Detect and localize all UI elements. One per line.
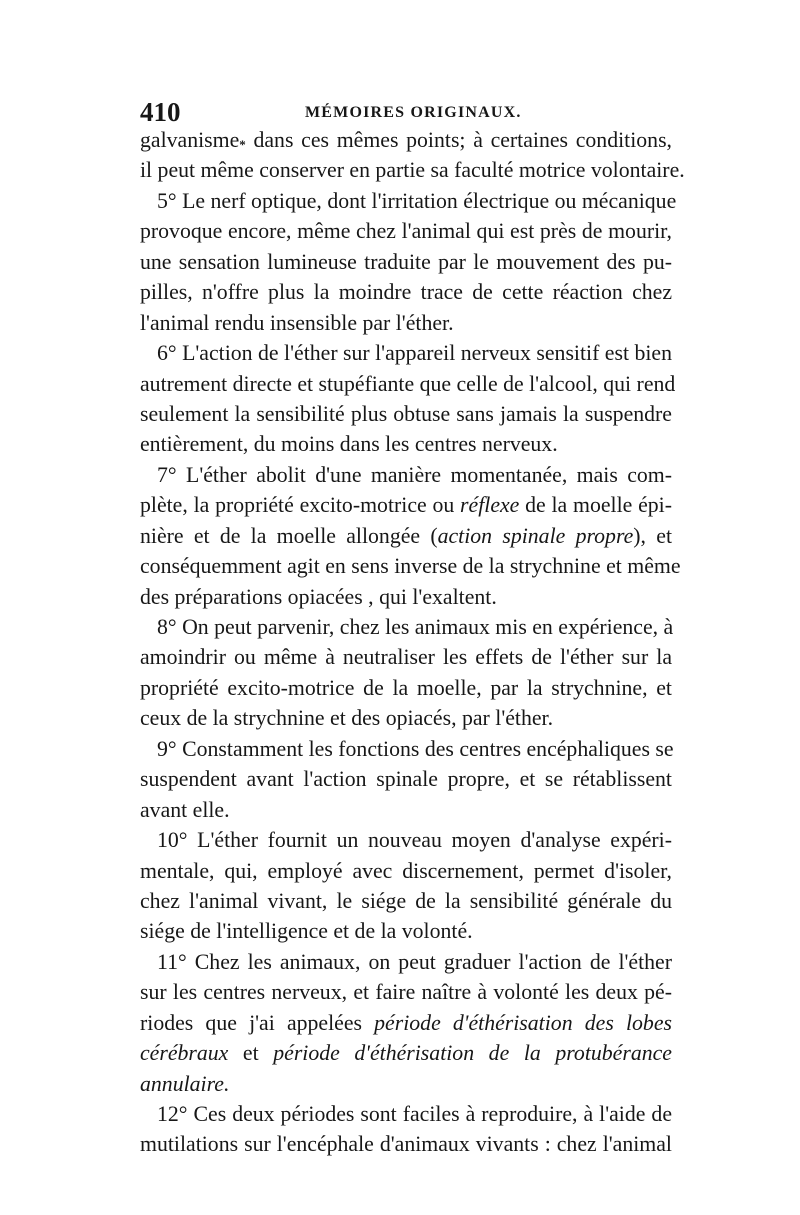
text-line: cérébraux et période d'éthérisation de la protubérance (140, 1041, 672, 1066)
paragraph-12-start: 12° Ces deux périodes sont faciles à reproduire, à l'aide de (157, 1102, 672, 1126)
text-line: siége de l'intelligence et de la volonté. (140, 919, 473, 944)
text-line: nière et de la moelle allongée (action spinale propre), et (140, 523, 673, 548)
text-line: autrement directe et stupéfiante que celle de l'alcool, qui rend (140, 371, 676, 396)
text-line: avant elle. (140, 797, 230, 822)
paragraph-8-start: 8° On peut parvenir, chez les animaux mis en expérience, à (157, 615, 674, 639)
text-line: seulement la sensibilité plus obtuse sans jamais la suspendre (140, 401, 672, 426)
italic-term: annulaire. (140, 1071, 230, 1096)
text-line: des préparations opiacées , qui l'exaltent. (140, 584, 497, 609)
text-line: propriété excito-motrice de la moelle, par la strychnine, et (140, 675, 672, 700)
text-line: provoque encore, même chez l'animal qui est près de mourir, (140, 219, 672, 244)
paragraph-6-start: 6° L'action de l'éther sur l'appareil nerveux sensitif est bien (157, 341, 672, 366)
text-line (140, 1069, 672, 1099)
text-line: une sensation lumineuse traduite par le mouvement des pu- (140, 249, 672, 274)
body-text (140, 125, 685, 1160)
text-line: entièrement, du moins dans les centres nerveux. (140, 432, 558, 457)
text-line: l'animal rendu insensible par l'éther. (140, 310, 454, 335)
paragraph-10-start: 10° L'éther fournit un nouveau moyen d'analyse expéri- (157, 828, 672, 853)
text-line: conséquemment agit en sens inverse de la strychnine et même (140, 554, 681, 579)
running-title: MÉMOIRES ORIGINAUX. (305, 104, 522, 121)
italic-term: cérébraux (140, 1041, 229, 1066)
text-line: pilles, n'offre plus la moindre trace de cette réaction chez (140, 280, 672, 305)
text-line: mentale, qui, employé avec discernement, permet d'isoler, (140, 858, 672, 883)
text-line: galvanisme* dans ces mêmes points; à certaines conditions, (140, 128, 672, 152)
paragraph-7-start: 7° L'éther abolit d'une manière momentanée, mais com- (157, 462, 672, 487)
text-line: mutilations sur l'encéphale d'animaux vivants : chez l'animal (140, 1132, 672, 1157)
text-line: sur les centres nerveux, et faire naître à volonté les deux pé- (140, 980, 672, 1005)
text-line: chez l'animal vivant, le siége de la sensibilité générale du (140, 888, 672, 913)
text-line: amoindrir ou même à neutraliser les effets de l'éther sur la (140, 645, 672, 670)
italic-term: période d'éthérisation des lobes (374, 1010, 672, 1035)
text-line: ceux de la strychnine et des opiacés, par l'éther. (140, 706, 554, 731)
italic-term: réflexe (460, 493, 520, 518)
text-line: riodes que j'ai appelées période d'éthérisation des lobes (140, 1010, 672, 1035)
paragraph-11-start: 11° Chez les animaux, on peut graduer l'action de l'éther (157, 949, 672, 974)
page-header (140, 96, 670, 128)
text-line: suspendent avant l'action spinale propre, et se rétablissent (140, 767, 672, 792)
paragraph-9-start: 9° Constamment les fonctions des centres encéphaliques se (157, 736, 674, 761)
italic-term: action spinale propre (437, 523, 634, 548)
text-line: plète, la propriété excito-motrice ou réflexe de la moelle épi- (140, 493, 672, 518)
text-line: il peut même conserver en partie sa faculté motrice volontaire. (140, 158, 685, 183)
page-number: 410 (140, 97, 181, 127)
paragraph-5-start: 5° Le nerf optique, dont l'irritation électrique ou mécanique (157, 188, 677, 213)
italic-term: période d'éthérisation de la protubérance (273, 1041, 672, 1066)
